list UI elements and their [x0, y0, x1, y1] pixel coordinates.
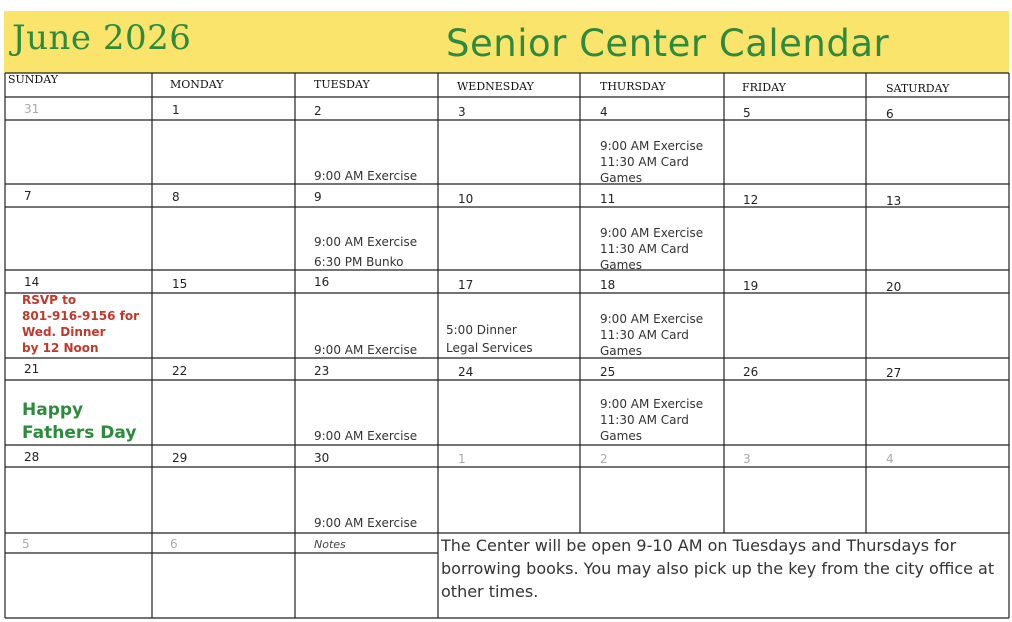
event-list — [600, 311, 703, 359]
date-cell: 28 — [24, 450, 40, 464]
date-cell: 12 — [743, 193, 759, 207]
date-cell: 8 — [172, 190, 180, 204]
event-list — [314, 168, 417, 184]
date-cell: 1 — [458, 452, 466, 466]
event-list — [600, 138, 703, 186]
event-list — [314, 515, 417, 531]
date-cell: 25 — [600, 365, 616, 379]
event-item: 9:00 AM Exercise — [600, 139, 704, 153]
month-title: June 2026 — [12, 18, 192, 58]
event-list — [446, 321, 533, 357]
date-cell: 29 — [172, 451, 188, 465]
date-cell: 16 — [314, 275, 330, 289]
event-item: 9:00 AM Exercise — [314, 516, 418, 530]
event-item: 9:00 AM Exercise — [600, 312, 704, 326]
holiday-note: Fathers Day — [22, 423, 137, 443]
day-header-friday: FRIDAY — [742, 81, 786, 94]
event-item: 9:00 AM Exercise — [314, 235, 418, 249]
day-header-thursday: THURSDAY — [600, 80, 666, 93]
event-item: Games — [600, 429, 642, 443]
rsvp-note: RSVP to — [22, 293, 77, 307]
day-header-wednesday: WEDNESDAY — [457, 80, 534, 93]
day-header-monday: MONDAY — [170, 78, 224, 91]
event-item: 11:30 AM Card — [600, 242, 689, 256]
event-list — [600, 225, 703, 273]
date-cell: 31 — [24, 102, 40, 116]
event-item: 6:30 PM Bunko — [314, 255, 404, 269]
date-cell: 17 — [458, 278, 474, 292]
event-item: 11:30 AM Card — [600, 155, 689, 169]
date-cell: 2 — [314, 104, 322, 118]
event-list — [600, 396, 703, 444]
day-header-tuesday: TUESDAY — [314, 78, 370, 91]
event-item: 9:00 AM Exercise — [600, 226, 704, 240]
date-cell: 3 — [458, 105, 466, 119]
date-cell: 11 — [600, 192, 616, 206]
event-list — [22, 292, 139, 356]
date-cell: 18 — [600, 278, 616, 292]
event-item: Legal Services — [446, 341, 533, 355]
rsvp-note: by 12 Noon — [22, 341, 99, 355]
date-cell: 30 — [314, 451, 330, 465]
footer-note: The Center will be open 9-10 AM on Tuesdays and Thursdays for borrowing books. You may also pick up the key from the city office at other times. — [441, 536, 995, 601]
date-cell: 21 — [24, 362, 40, 376]
day-header-saturday: SATURDAY — [886, 82, 950, 95]
date-cell: 9 — [314, 190, 322, 204]
event-item: Games — [600, 258, 642, 272]
date-cell: 5 — [22, 537, 30, 551]
date-cell: 13 — [886, 194, 902, 208]
date-cell: 4 — [600, 105, 608, 119]
notes-label: Notes — [314, 538, 346, 551]
event-item: 11:30 AM Card — [600, 413, 689, 427]
calendar-title: Senior Center Calendar — [446, 22, 890, 65]
event-item: 5:00 Dinner — [446, 323, 517, 337]
rsvp-note: Wed. Dinner — [22, 325, 106, 339]
date-cell: 10 — [458, 192, 474, 206]
date-cell: 15 — [172, 277, 188, 291]
event-item: Games — [600, 344, 642, 358]
date-cell: 5 — [743, 106, 751, 120]
event-item: 9:00 AM Exercise — [314, 343, 418, 357]
event-list — [22, 399, 136, 445]
event-list — [314, 342, 417, 358]
date-cell: 7 — [24, 189, 32, 203]
event-item: 9:00 AM Exercise — [600, 397, 704, 411]
date-cell: 19 — [743, 279, 759, 293]
event-item: 11:30 AM Card — [600, 328, 689, 342]
event-item: Games — [600, 171, 642, 185]
date-cell: 22 — [172, 364, 188, 378]
date-cell: 2 — [600, 452, 608, 466]
date-cell: 1 — [172, 103, 180, 117]
date-cell: 4 — [886, 452, 894, 466]
rsvp-note: 801-916-9156 for — [22, 309, 140, 323]
date-cell: 24 — [458, 365, 474, 379]
date-cell: 27 — [886, 366, 902, 380]
date-cell: 3 — [743, 452, 751, 466]
day-header-sunday: SUNDAY — [8, 73, 59, 86]
date-cell: 26 — [743, 365, 759, 379]
event-list — [314, 232, 417, 272]
event-item: 9:00 AM Exercise — [314, 169, 418, 183]
date-cell: 6 — [886, 107, 894, 121]
holiday-note: Happy — [22, 400, 84, 420]
date-cell: 14 — [24, 275, 40, 289]
date-cell: 6 — [170, 537, 178, 551]
date-cell: 20 — [886, 280, 902, 294]
event-item: 9:00 AM Exercise — [314, 429, 418, 443]
date-cell: 23 — [314, 364, 330, 378]
event-list — [314, 428, 417, 444]
